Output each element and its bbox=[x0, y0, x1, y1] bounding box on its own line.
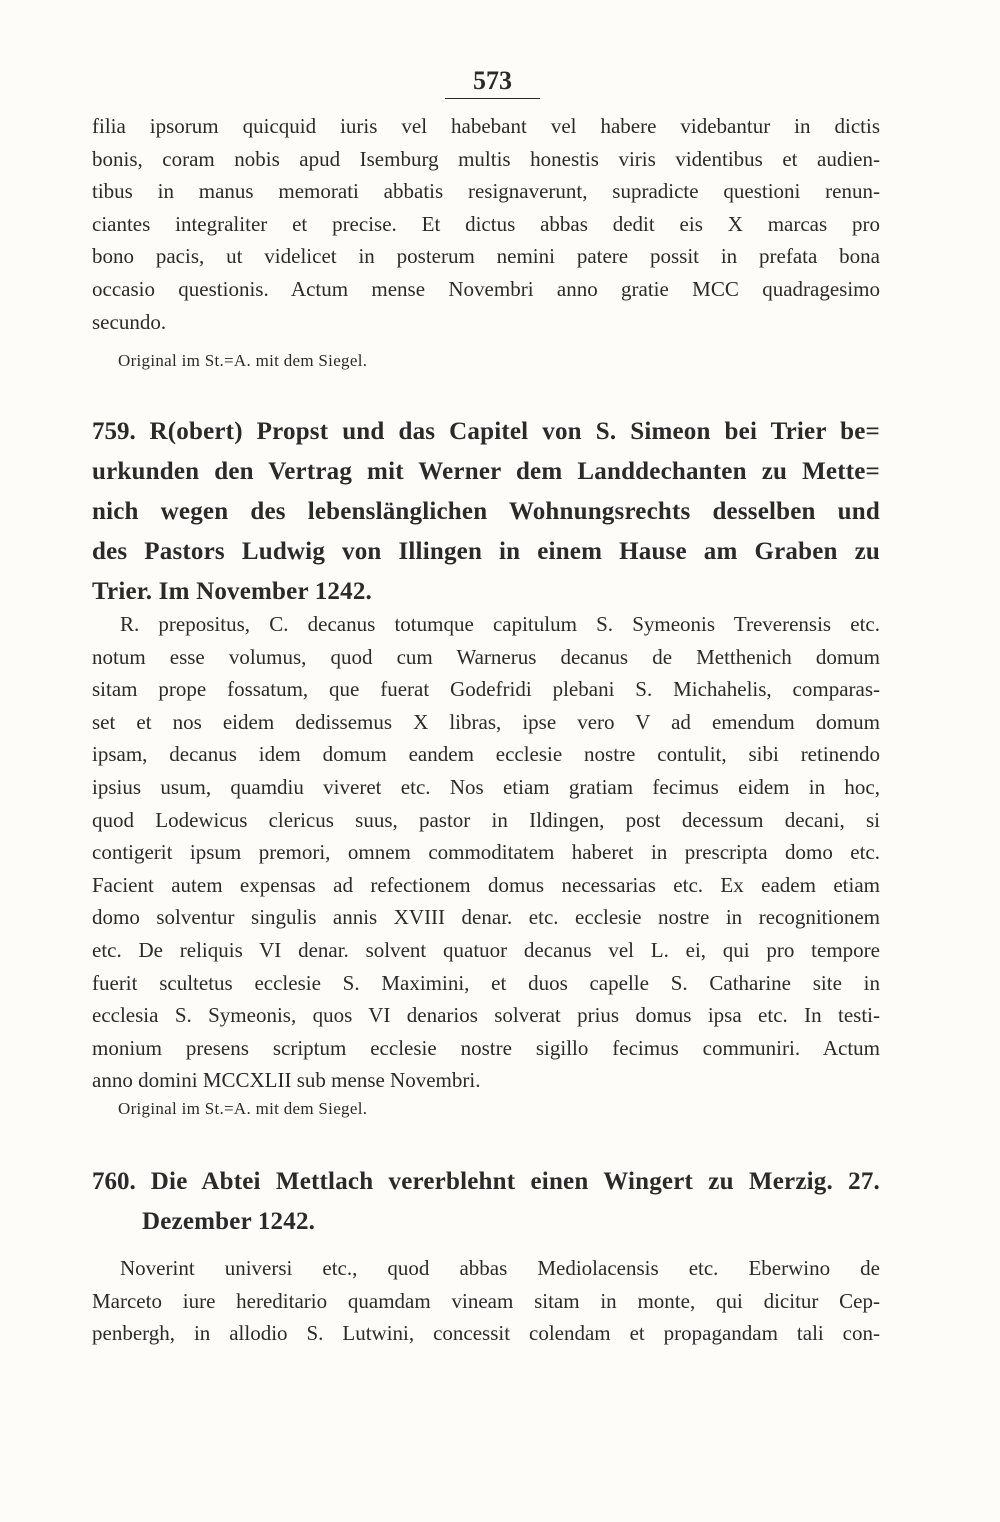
heading-text: R(obert) Propst und das Capitel von S. Simeon bei Trier be= bbox=[149, 418, 880, 445]
body-line: ipsius usum, quamdiu viveret etc. Nos etiam gratiam fecimus eidem in hoc, bbox=[92, 774, 880, 799]
heading-line: des Pastors Ludwig von Illingen in einem Hause am Graben zu bbox=[92, 538, 880, 565]
continuation-line: bono pacis, ut videlicet in posterum nemini patere possit in prefata bona bbox=[92, 244, 880, 269]
body-line: penbergh, in allodio S. Lutwini, concessit colendam et propagandam tali con- bbox=[92, 1321, 880, 1346]
page-number-rule bbox=[445, 98, 540, 99]
body-line: monium presens scriptum ecclesie nostre sigillo fecimus communiri. Actum bbox=[92, 1035, 880, 1060]
heading-line: nich wegen des lebenslänglichen Wohnungsrechts desselben und bbox=[92, 498, 880, 525]
body-line: fuerit scultetus ecclesie S. Maximini, et duos capelle S. Catharine site in bbox=[92, 970, 880, 995]
heading-line: Trier. Im November 1242. bbox=[92, 578, 372, 605]
heading-text: Die Abtei Mettlach vererblehnt einen Wingert zu Merzig. 27. bbox=[150, 1168, 880, 1195]
body-line: notum esse volumus, quod cum Warnerus decanus de Metthenich domum bbox=[92, 644, 880, 669]
body-line: R. prepositus, C. decanus totumque capitulum S. Symeonis Treverensis etc. bbox=[120, 612, 880, 636]
page-number: 573 bbox=[473, 66, 512, 95]
body-line: contigerit ipsum premori, omnem commoditatem haberet in prescripta domo etc. bbox=[92, 840, 880, 865]
continuation-text bbox=[92, 110, 880, 338]
body-line: domo solventur singulis annis XVIII denar. etc. ecclesie nostre in recognitionem bbox=[92, 905, 880, 930]
continuation-line: bonis, coram nobis apud Isemburg multis honestis viris videntibus et audien- bbox=[92, 146, 880, 171]
entry-759-body bbox=[92, 608, 880, 1097]
source-note: Original im St.=A. mit dem Siegel. bbox=[118, 1099, 368, 1118]
body-line: etc. De reliquis VI denar. solvent quatuor decanus vel L. ei, qui pro tempore bbox=[92, 937, 880, 962]
body-line: ipsam, decanus idem domum eandem ecclesie nostre contulit, sibi retinendo bbox=[92, 742, 880, 767]
entry-760-number: 760. bbox=[92, 1168, 136, 1195]
body-line: set et nos eidem dedissemus X libras, ipse vero V ad emendum domum bbox=[92, 709, 880, 734]
body-line: Facient autem expensas ad refectionem domus necessarias etc. Ex eadem etiam bbox=[92, 872, 880, 897]
continuation-line: occasio questionis. Actum mense Novembri anno gratie MCC quadragesimo bbox=[92, 276, 880, 301]
body-line: ecclesia S. Symeonis, quos VI denarios solverat prius domus ipsa etc. In testi- bbox=[92, 1003, 880, 1028]
continuation-line: secundo. bbox=[92, 309, 167, 334]
continuation-line: filia ipsorum quicquid iuris vel habebant vel habere videbantur in dictis bbox=[92, 114, 880, 138]
body-line: sitam prope fossatum, que fuerat Godefridi plebani S. Michahelis, comparas- bbox=[92, 677, 880, 702]
entry-759-number: 759. bbox=[92, 418, 136, 445]
body-line: quod Lodewicus clericus suus, pastor in Ildingen, post decessum decani, si bbox=[92, 807, 880, 832]
body-line: Marceto iure hereditario quamdam vineam sitam in monte, qui dicitur Cep- bbox=[92, 1288, 880, 1313]
heading-line: Dezember 1242. bbox=[142, 1208, 316, 1235]
heading-line: urkunden den Vertrag mit Werner dem Landdechanten zu Mette= bbox=[92, 458, 880, 485]
entry-759-heading bbox=[92, 412, 880, 612]
body-line: anno domini MCCXLII sub mense Novembri. bbox=[92, 1068, 481, 1093]
source-note: Original im St.=A. mit dem Siegel. bbox=[118, 351, 368, 370]
body-line: Noverint universi etc., quod abbas Mediolacensis etc. Eberwino de bbox=[120, 1256, 880, 1280]
heading-line bbox=[92, 1162, 880, 1202]
continuation-line: tibus in manus memorati abbatis resignaverunt, supradicte questioni renun- bbox=[92, 179, 880, 204]
heading-line bbox=[92, 412, 880, 452]
entry-760-body bbox=[92, 1252, 880, 1350]
entry-760-heading bbox=[92, 1162, 880, 1242]
continuation-line: ciantes integraliter et precise. Et dictus abbas dedit eis X marcas pro bbox=[92, 211, 880, 236]
